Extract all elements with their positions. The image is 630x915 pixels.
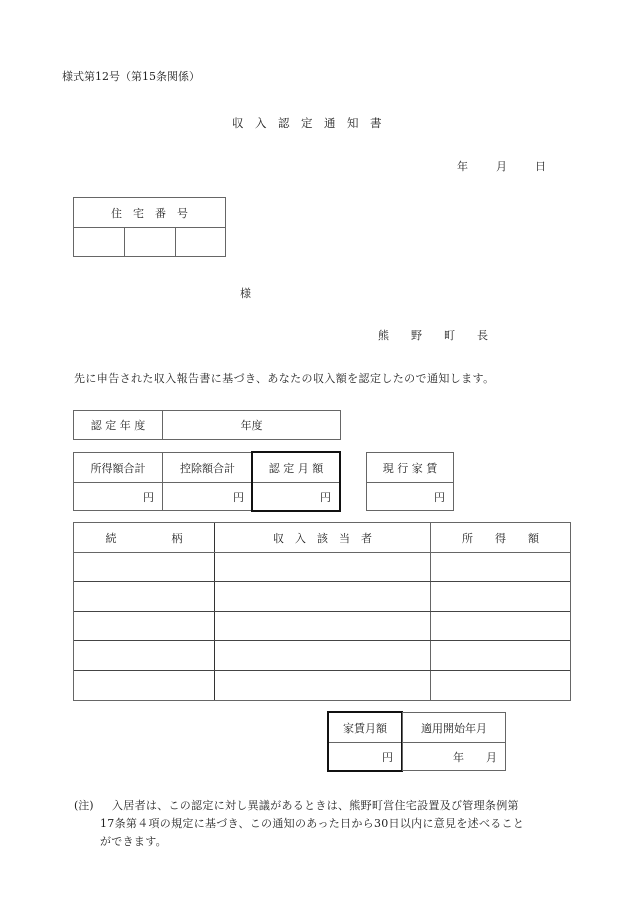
total-deduction-value[interactable]: 円 [233,490,244,504]
start-month-value[interactable]: 年 月 [453,750,497,764]
note-prefix: (注) [74,799,94,812]
table-row-2-income[interactable] [431,582,570,611]
monthly-rent-header: 家賃月額 [343,721,387,735]
table-row-4-relationship[interactable] [74,641,214,670]
housing-number-label: 住 宅 番 号 [111,206,188,220]
certified-monthly-box [251,451,341,512]
notice-body-text: 先に申告された収入報告書に基づき、あなたの収入額を認定したので通知します。 [74,372,495,385]
total-deduction-header: 控除額合計 [180,461,235,475]
table-row-5-earner[interactable] [215,671,430,700]
note-line-2: 17条第４項の規定に基づき、この通知のあった日から30日以内に意見を述べること [100,817,525,830]
table-row-4-earner[interactable] [215,641,430,670]
table-row-3-income[interactable] [431,612,570,640]
housing-number-cell-3[interactable] [176,228,225,256]
current-rent-box [366,452,454,511]
income-table [73,452,253,511]
table-row-1-income[interactable] [431,553,570,581]
table-row-1-relationship[interactable] [74,553,214,581]
date-month-label: 月 [496,160,507,173]
fiscal-year-value[interactable]: 年度 [240,419,263,432]
start-month-box [402,712,506,771]
current-rent-header: 現 行 家 賃 [382,461,438,475]
table-row-5-relationship[interactable] [74,671,214,700]
housing-number-box [73,197,226,257]
table-row-2-relationship[interactable] [74,582,214,611]
document-title: 収 入 認 定 通 知 書 [232,116,382,130]
date-day-label: 日 [535,160,546,173]
income-earner-header: 収 入 該 当 者 [273,531,372,545]
addressee-honorific: 様 [240,287,251,300]
table-row-4-income[interactable] [431,641,570,670]
current-rent-value[interactable]: 円 [434,490,445,504]
note-line-1: 入居者は、この認定に対し異議があるときは、熊野町営住宅設置及び管理条例第 [112,799,519,812]
certified-monthly-value[interactable]: 円 [320,490,331,504]
note-line-3: ができます。 [100,835,167,848]
table-row-3-relationship[interactable] [74,612,214,640]
housing-number-cell-2[interactable] [125,228,175,256]
total-income-header: 所得額合計 [90,461,146,475]
date-year-label: 年 [457,160,468,173]
fiscal-year-label: 認 定 年 度 [90,419,146,432]
monthly-rent-box [327,711,403,772]
form-number: 様式第12号（第15条関係） [62,70,200,83]
relationship-header: 続 柄 [105,531,183,545]
income-amount-header: 所 得 額 [462,531,539,545]
household-members-table [73,522,571,701]
table-row-2-earner[interactable] [215,582,430,611]
housing-number-cell-1[interactable] [74,228,124,256]
table-row-3-earner[interactable] [215,612,430,640]
monthly-rent-value[interactable]: 円 [382,750,393,764]
table-row-1-earner[interactable] [215,553,430,581]
issuer-name: 熊 野 町 長 [378,329,488,342]
table-row-5-income[interactable] [431,671,570,700]
start-month-header: 適用開始年月 [421,721,487,735]
fiscal-year-box [73,410,341,440]
certified-monthly-header: 認 定 月 額 [268,461,324,475]
total-income-value[interactable]: 円 [143,490,154,504]
